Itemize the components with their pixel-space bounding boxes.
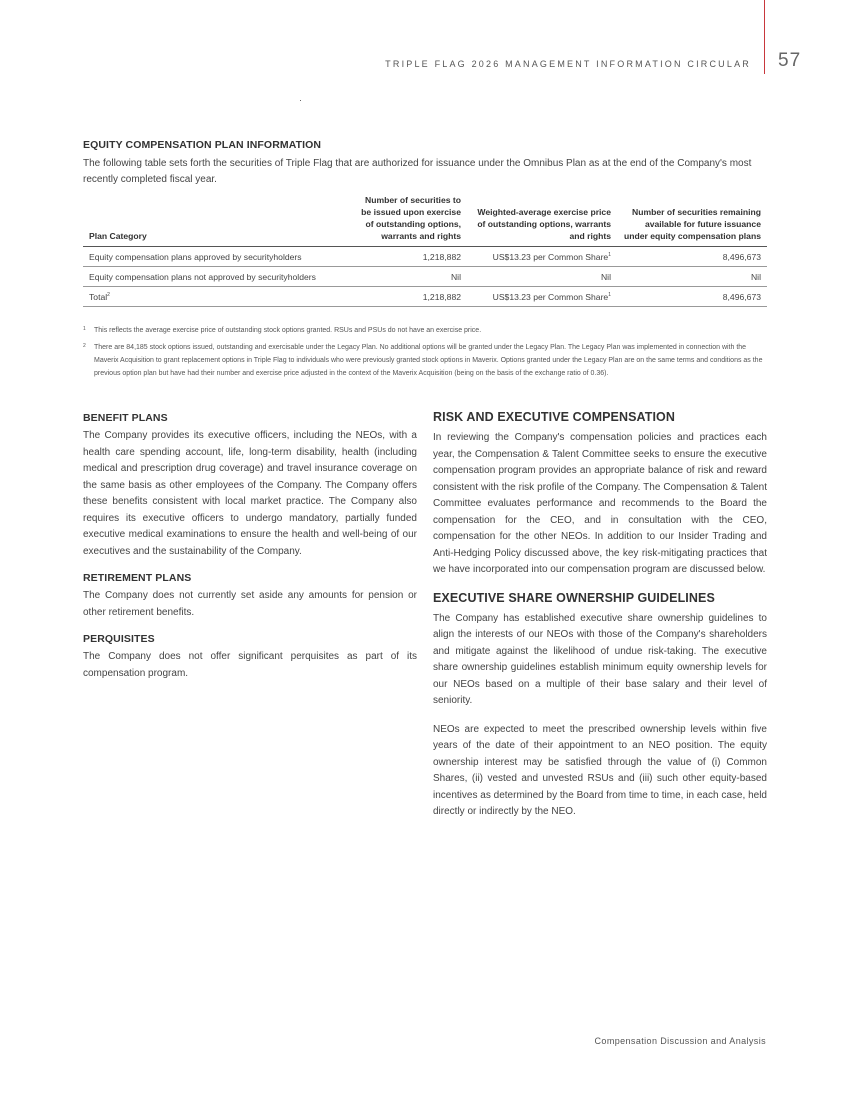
ownership-text-1: The Company has established executive share ownership guidelines to align the interests of our NEOs with those of the Company's shareholders and mitigate against the likelihood of undue risk-taking. The executive share ownership guidelines establish minimum equity ownership levels for our NEOs based on a multiple of their base salary and their level of seniority. xyxy=(433,612,767,706)
cell-price xyxy=(467,287,617,307)
footnote-text: There are 84,185 stock options issued, outstanding and exercisable under the Legacy Plan. No additional options will be granted under the Legacy Plan. The Legacy Plan was implemented in connection with the Maverix Acquisition to grant replacement options in Triple Flag to individuals who were previously granted stock options in Maverix. Options granted under the Legacy Plan are on the same terms and conditions as the previous option plan but have had their number and exercise price adjusted in the context of the Maverix Acquisition (being on the basis of the exchange ratio of 0.36). xyxy=(94,344,763,377)
table-footnotes xyxy=(83,324,767,384)
category-text: Total xyxy=(89,291,108,302)
perquisites-title: PERQUISITES xyxy=(83,633,155,645)
table-header-row xyxy=(83,194,767,247)
stray-dot xyxy=(300,100,301,101)
header-title: TRIPLE FLAG 2026 MANAGEMENT INFORMATION CIRCULAR xyxy=(385,59,751,69)
cell-to-issue: 1,218,882 xyxy=(353,247,467,267)
table-row xyxy=(83,247,767,267)
cell-to-issue: Nil xyxy=(353,267,467,287)
footnote xyxy=(83,324,767,337)
retirement-plans-text: The Company does not currently set aside any amounts for pension or other retirement benefits. xyxy=(83,590,417,618)
page-number: 57 xyxy=(778,50,802,71)
cell-category: Equity compensation plans approved by securityholders xyxy=(83,247,353,267)
risk-title: RISK AND EXECUTIVE COMPENSATION xyxy=(433,410,676,424)
right-column xyxy=(433,410,767,833)
ownership-text-2: NEOs are expected to meet the prescribed ownership levels within five years of the date of their appointment to an NEO position. The equity ownership interest may be satisfied through the value of (i) Common Shares, (ii) vested and unvested RSUs and (iii) such other equity-based incentives as determined by the Board from time to time, in each case, held directly or indirectly by the NEO. xyxy=(433,723,767,817)
footnote-ref: 1 xyxy=(608,251,611,258)
table-row xyxy=(83,267,767,287)
column-header: Plan Category xyxy=(83,194,353,247)
column-header: Weighted-average exercise price of outstanding options, warrants and rights xyxy=(467,194,617,247)
price-text: US$13.23 per Common Share xyxy=(492,251,609,262)
footnote-ref: 2 xyxy=(107,291,110,298)
equity-section-title: EQUITY COMPENSATION PLAN INFORMATION xyxy=(83,139,322,151)
cell-remaining: Nil xyxy=(617,267,767,287)
ownership-title: EXECUTIVE SHARE OWNERSHIP GUIDELINES xyxy=(433,590,715,605)
cell-price: Nil xyxy=(467,267,617,287)
footnote-mark: 2 xyxy=(83,343,86,349)
footnote-mark: 1 xyxy=(83,326,86,332)
equity-table xyxy=(83,194,767,307)
header-accent-line xyxy=(764,0,765,74)
cell-remaining: 8,496,673 xyxy=(617,247,767,267)
price-text: US$13.23 per Common Share xyxy=(492,291,609,302)
column-header: Number of securities remaining available for future issuance under equity compensation plans xyxy=(617,194,767,247)
retirement-plans-title: RETIREMENT PLANS xyxy=(83,572,192,584)
cell-category: Equity compensation plans not approved by securityholders xyxy=(83,267,353,287)
cell-category xyxy=(83,287,353,307)
left-column xyxy=(83,412,417,694)
table-row xyxy=(83,287,767,307)
cell-remaining: 8,496,673 xyxy=(617,287,767,307)
footnote xyxy=(83,341,767,380)
benefit-plans-text: The Company provides its executive officers, including the NEOs, with a health care spending account, life, long-term disability, health (including medical and prescription drug coverage) and travel insurance coverage on the same basis as other employees of the Company. The Company offers these benefits consistent with local market practice. The Company also requires its executive officers to undergo mandatory, partially funded executive medical examinations to ensure the health and well-being of our executives and the sustainability of the Company. xyxy=(83,430,417,557)
cell-to-issue: 1,218,882 xyxy=(353,287,467,307)
equity-intro: The following table sets forth the securities of Triple Flag that are authorized for issuance under the Omnibus Plan as at the end of the Company's most recently completed fiscal year. xyxy=(83,158,752,185)
risk-text: In reviewing the Company's compensation policies and practices each year, the Compensation & Talent Committee seeks to ensure the executive compensation program provides an appropriate balance of risk and reward consistent with the risk profile of the Company. The Compensation & Talent Committee evaluates performance and recommends to the Board the compensation for the CEO, and in consultation with the CEO, compensation for the other NEOs. In addition to our Insider Trading and Anti-Hedging Policy discussed above, the key risk-mitigating practices that we have incorporated into our compensation program are discussed below. xyxy=(433,432,767,575)
footnote-text: This reflects the average exercise price of outstanding stock options granted. RSUs and PSUs do not have an exercise price. xyxy=(94,327,482,334)
footer-section-label: Compensation Discussion and Analysis xyxy=(594,1036,766,1046)
perquisites-text: The Company does not offer significant perquisites as part of its compensation program. xyxy=(83,651,417,679)
column-header: Number of securities to be issued upon exercise of outstanding options, warrants and rights xyxy=(353,194,467,247)
benefit-plans-title: BENEFIT PLANS xyxy=(83,412,168,424)
footnote-ref: 1 xyxy=(608,291,611,298)
cell-price xyxy=(467,247,617,267)
